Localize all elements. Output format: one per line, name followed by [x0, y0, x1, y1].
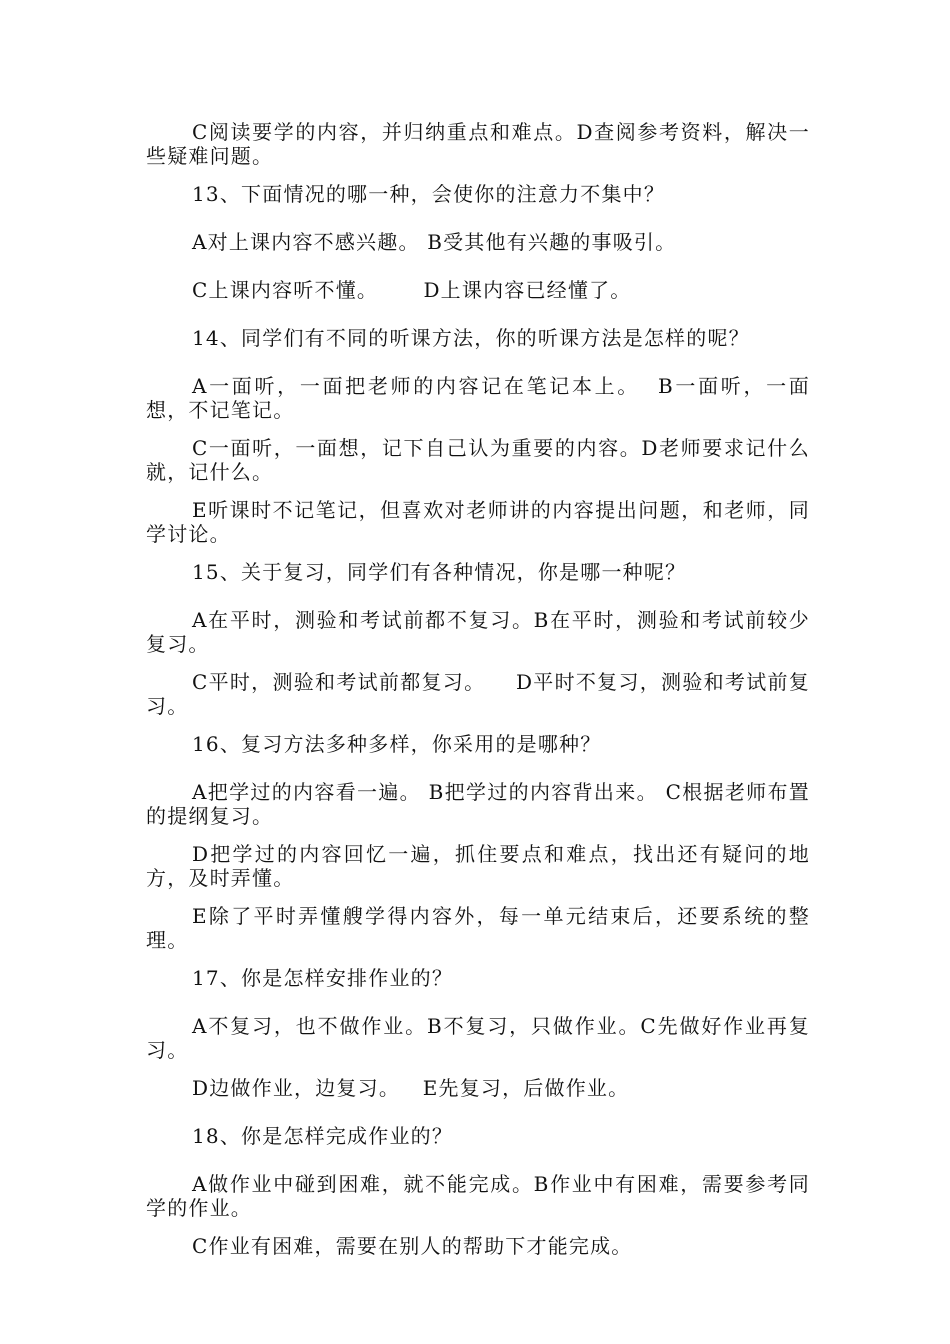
option-a-b-c-q17: A不复习，也不做作业。B不复习，只做作业。C先做好作业再复习。 [146, 1014, 810, 1062]
question-16: 16、复习方法多种多样，你采用的是哪种？ [192, 732, 602, 756]
option-a-b-q18: A做作业中碰到困难，就不能完成。B作业中有困难，需要参考同学的作业。 [146, 1172, 810, 1220]
question-17: 17、你是怎样安排作业的？ [192, 966, 454, 990]
option-d-e-q17: D边做作业，边复习。 E先复习，后做作业。 [192, 1076, 630, 1100]
question-13: 13、下面情况的哪一种，会使你的注意力不集中？ [192, 182, 666, 206]
question-18: 18、你是怎样完成作业的？ [192, 1124, 454, 1148]
option-c-q18: C作业有困难，需要在别人的帮助下才能完成。 [192, 1234, 633, 1258]
option-e-q16: E除了平时弄懂艘学得内容外，每一单元结束后，还要系统的整理。 [146, 904, 810, 952]
option-a-b-q14: A一面听，一面把老师的内容记在笔记本上。 B一面听，一面想，不记笔记。 [146, 374, 810, 422]
option-c-d-q15: C平时，测验和考试前都复习。 D平时不复习，测验和考试前复习。 [146, 670, 810, 718]
option-c-d-q14: C一面听，一面想，记下自己认为重要的内容。D老师要求记什么就，记什么。 [146, 436, 810, 484]
option-e-q14: E听课时不记笔记，但喜欢对老师讲的内容提出问题，和老师，同学讨论。 [146, 498, 810, 546]
option-c-d-q12: C阅读要学的内容，并归纳重点和难点。D查阅参考资料，解决一些疑难问题。 [146, 120, 810, 168]
option-a-b-q13: A对上课内容不感兴趣。 B受其他有兴趣的事吸引。 [192, 230, 677, 254]
document-page [146, 120, 810, 1282]
option-c-d-q13: C上课内容听不懂。 D上课内容已经懂了。 [192, 278, 632, 302]
question-15: 15、关于复习，同学们有各种情况，你是哪一种呢？ [192, 560, 687, 584]
question-14: 14、同学们有不同的听课方法，你的听课方法是怎样的呢？ [192, 326, 750, 350]
option-a-b-c-q16: A把学过的内容看一遍。 B把学过的内容背出来。 C根据老师布置的提纲复习。 [146, 780, 810, 828]
option-a-b-q15: A在平时，测验和考试前都不复习。B在平时，测验和考试前较少复习。 [146, 608, 810, 656]
option-d-q16: D把学过的内容回忆一遍，抓住要点和难点，找出还有疑问的地方，及时弄懂。 [146, 842, 810, 890]
